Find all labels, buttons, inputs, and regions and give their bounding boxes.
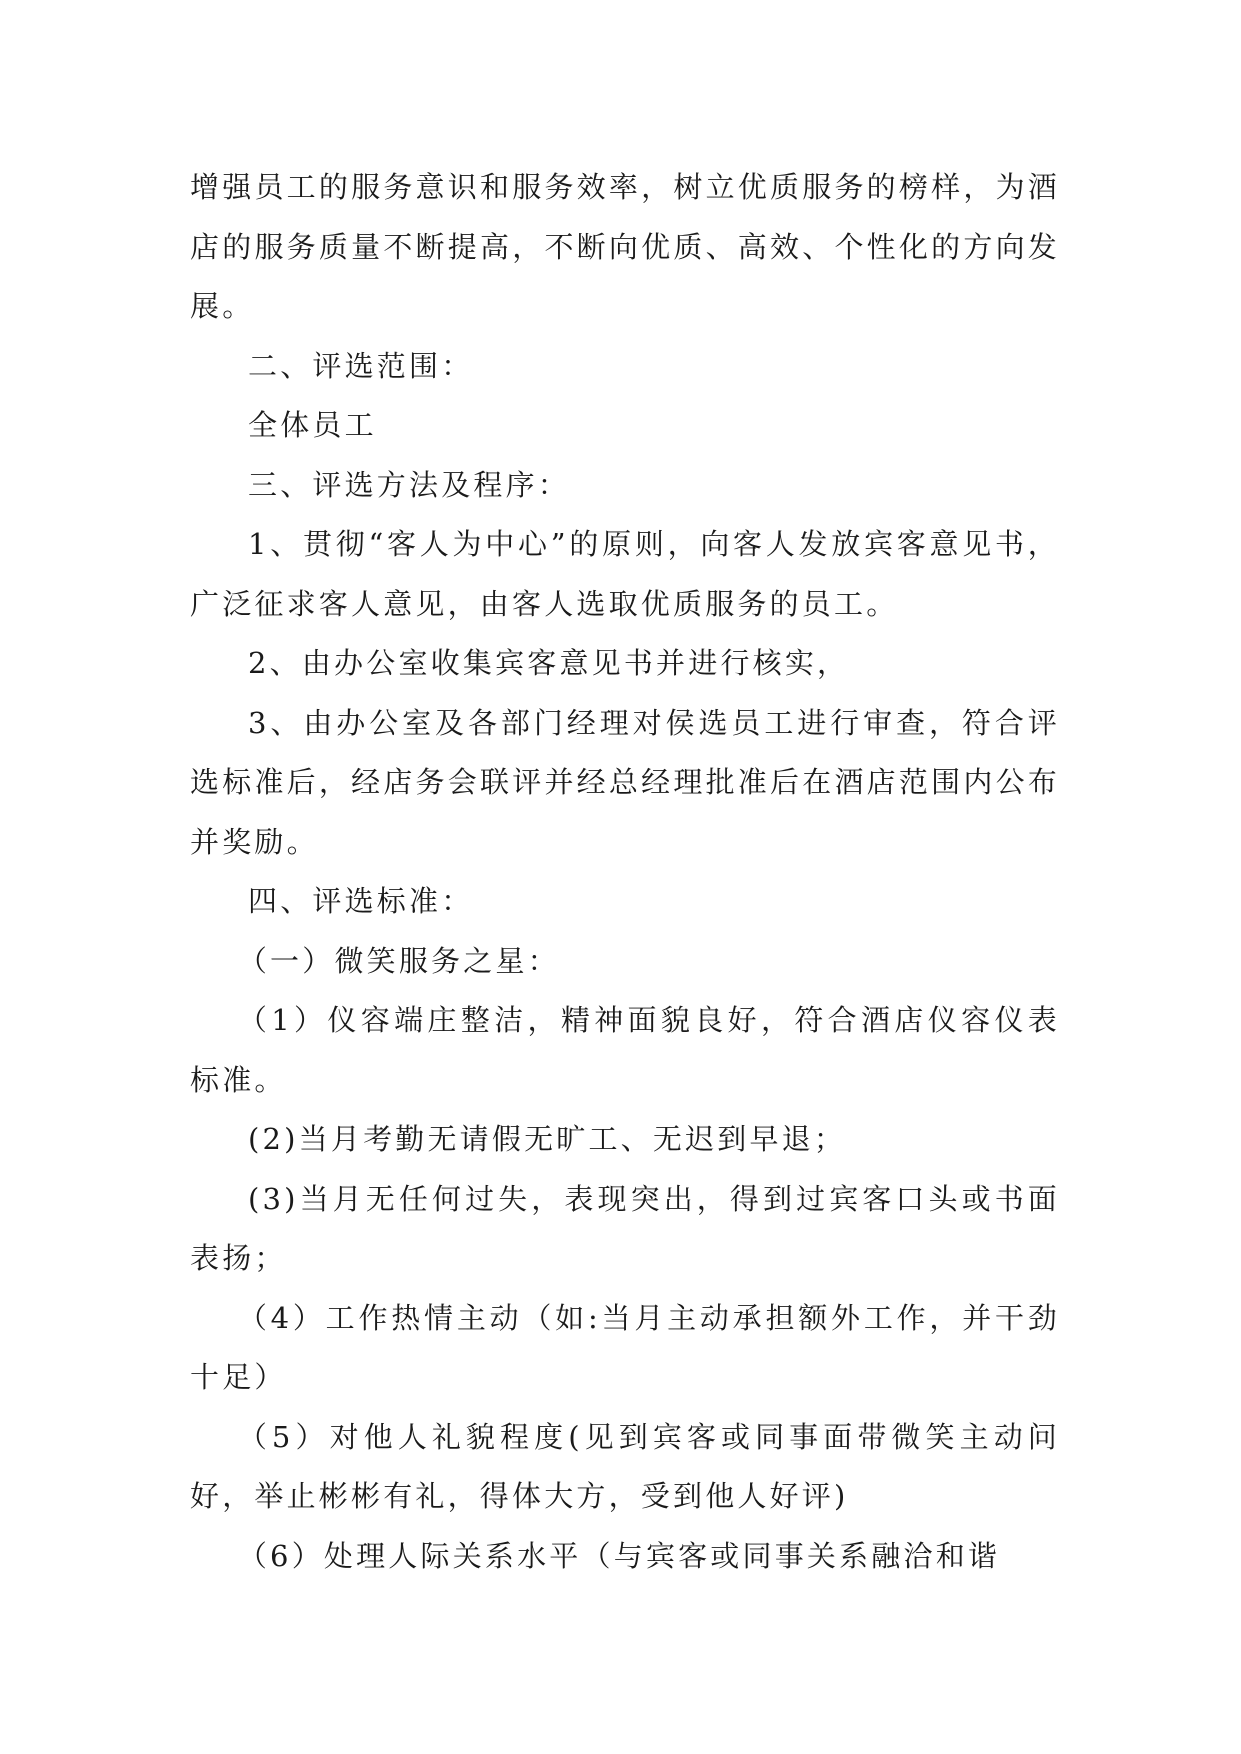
heading-evaluation-method: 三、评选方法及程序： [248,467,571,502]
criteria-item-5: （5）对他人礼貌程度(见到宾客或同事面带微笑主动问好，举止彬彬有礼，得体大方，受到他人好评) [190,1419,1060,1513]
criteria-item-2: (2)当月考勤无请假无旷工、无迟到早退； [248,1122,847,1156]
heading-evaluation-criteria: 四、评选标准： [248,884,474,918]
criteria-item-1: （1）仪容端庄整洁，精神面貌良好，符合酒店仪容仪表标准。 [190,1003,1060,1097]
paragraph-method-2: 2、由办公室收集宾客意见书并进行核实， [248,646,850,680]
criteria-item-3: (3)当月无任何过失，表现突出，得到过宾客口头或书面表扬； [190,1181,1060,1275]
heading-evaluation-scope: 二、评选范围： [248,348,474,383]
paragraph-scope: 全体员工 [248,408,377,442]
paragraph-intro: 增强员工的服务意识和服务效率，树立优质服务的榜样，为酒店的服务质量不断提高，不断向优质、高效、个性化的方向发展。 [190,170,1060,323]
document-body [190,158,1060,1586]
criteria-item-4: （4）工作热情主动（如:当月主动承担额外工作，并干劲十足） [190,1300,1060,1394]
criteria-item-6: （6）处理人际关系水平（与宾客或同事关系融洽和谐 [237,1538,1001,1573]
subheading-smile-star: （一）微笑服务之星： [237,943,560,978]
paragraph-method-3: 3、由办公室及各部门经理对侯选员工进行审查，符合评选标准后，经店务会联评并经总经理批准后在酒店范围内公布并奖励。 [190,705,1060,859]
paragraph-method-1: 1、贯彻“客人为中心”的原则，向客人发放宾客意见书，广泛征求客人意见，由客人选取优质服务的员工。 [190,527,1060,621]
